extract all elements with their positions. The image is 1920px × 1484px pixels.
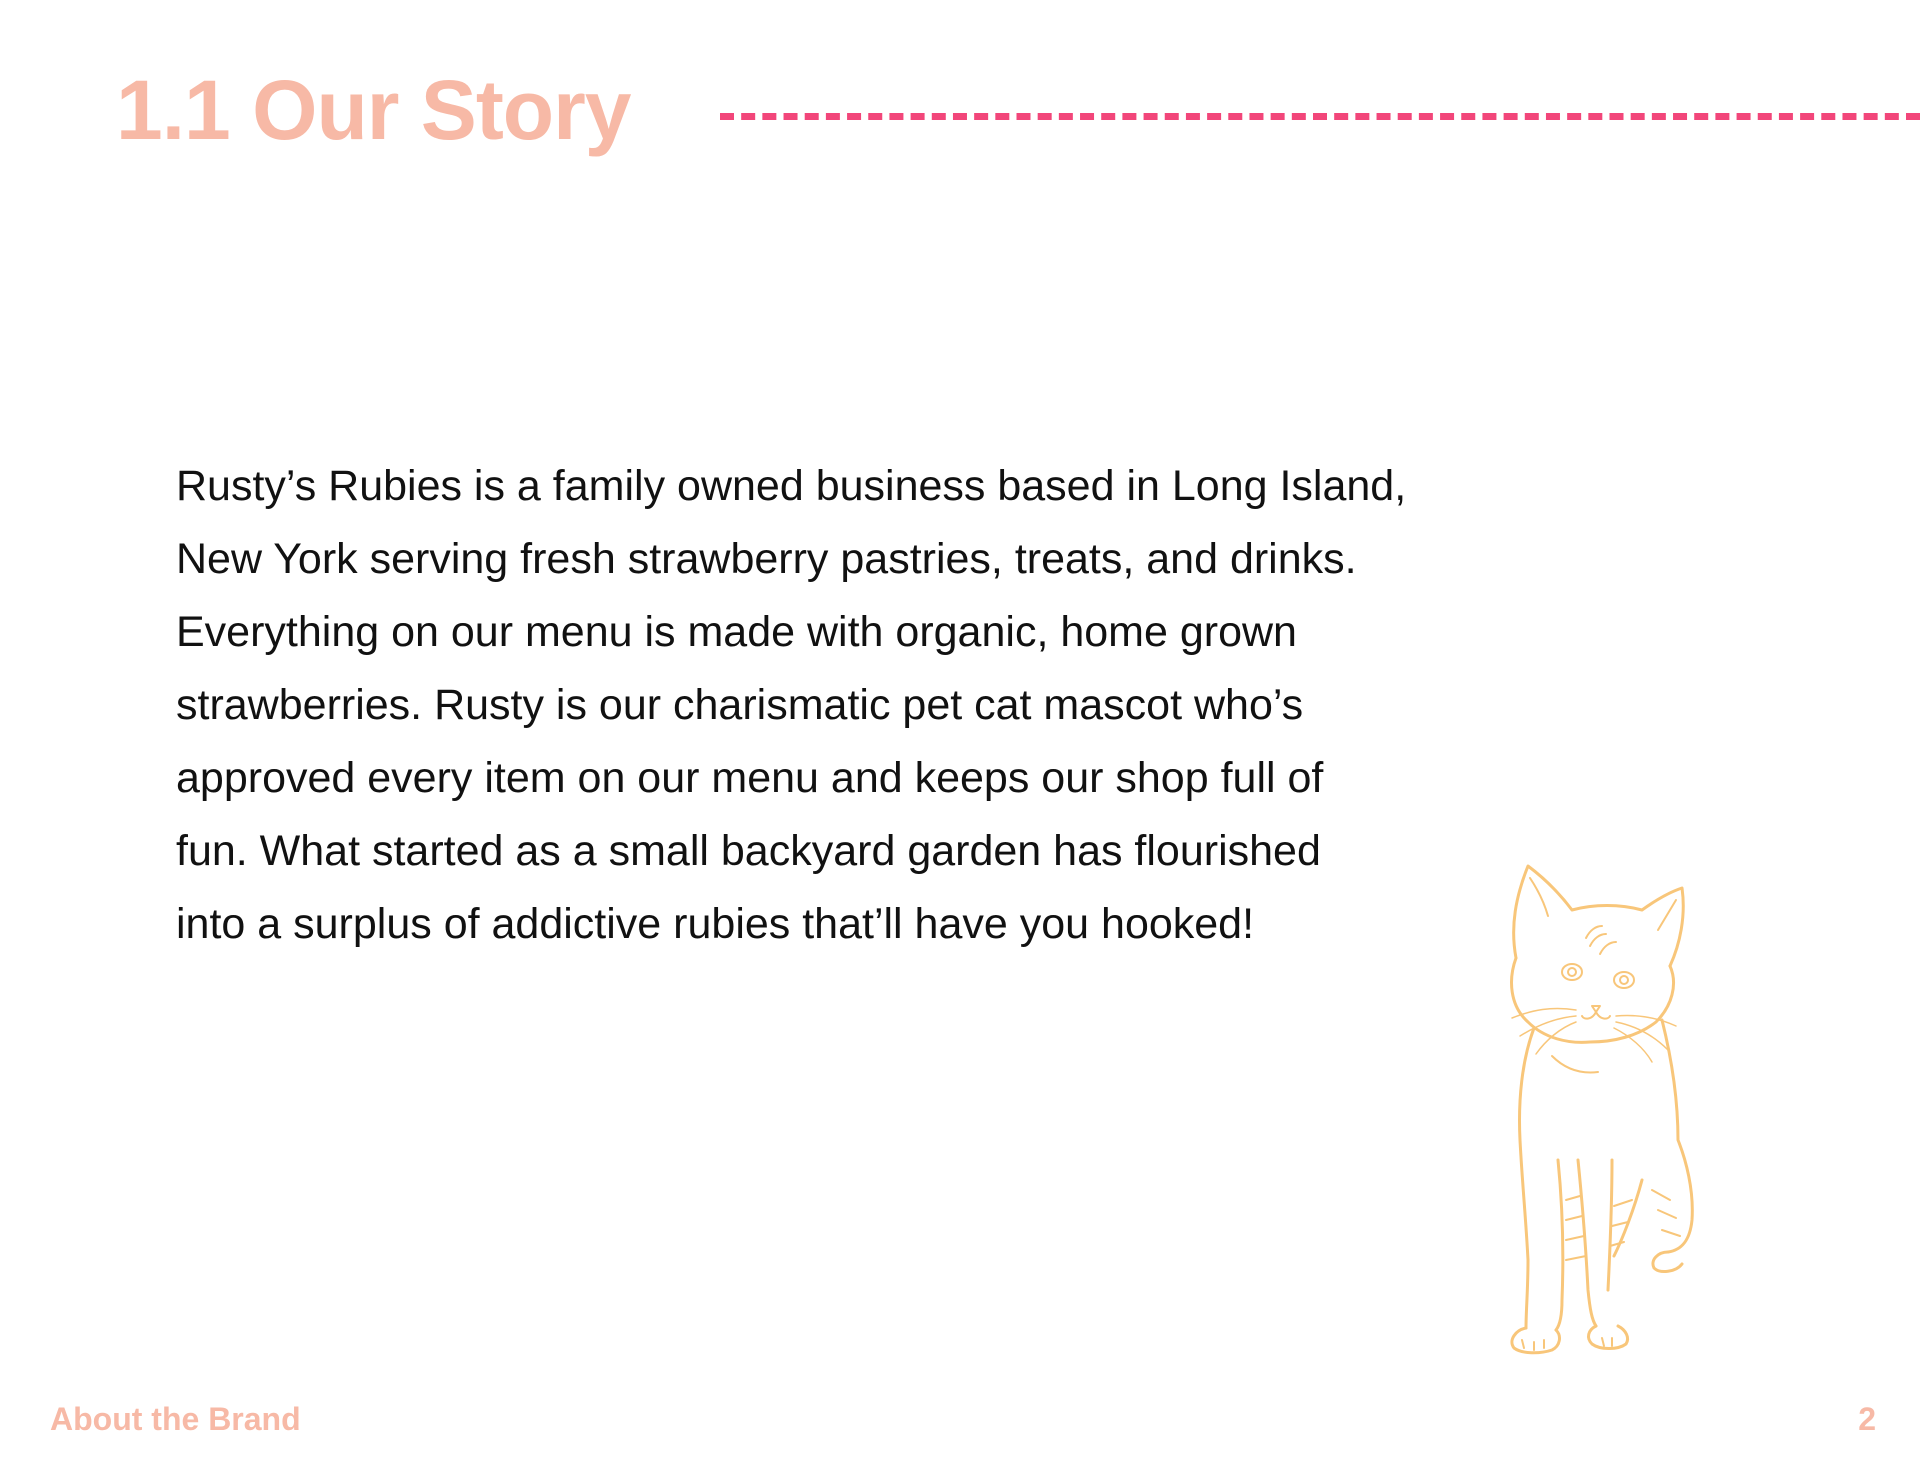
title-dashed-rule [720, 113, 1920, 120]
footer-section-label: About the Brand [50, 1401, 301, 1437]
story-line: strawberries. Rusty is our charismatic pet cat mascot who’s [176, 681, 1304, 729]
story-line: Rusty’s Rubies is a family owned business based in Long Island, [176, 462, 1407, 510]
story-paragraph [176, 450, 1436, 961]
cat-mascot-illustration [1482, 860, 1712, 1360]
story-line: approved every item on our menu and keeps our shop full of [176, 754, 1324, 802]
story-line: fun. What started as a small backyard garden has flourished [176, 827, 1321, 875]
story-line: into a surplus of addictive rubies that’ll have you hooked! [176, 900, 1255, 948]
cat-outline [1512, 866, 1693, 1353]
story-line: Everything on our menu is made with organic, home grown [176, 608, 1297, 656]
story-line: New York serving fresh strawberry pastries, treats, and drinks. [176, 535, 1357, 583]
page-number: 2 [1858, 1401, 1876, 1437]
page-title: 1.1 Our Story [116, 63, 631, 157]
